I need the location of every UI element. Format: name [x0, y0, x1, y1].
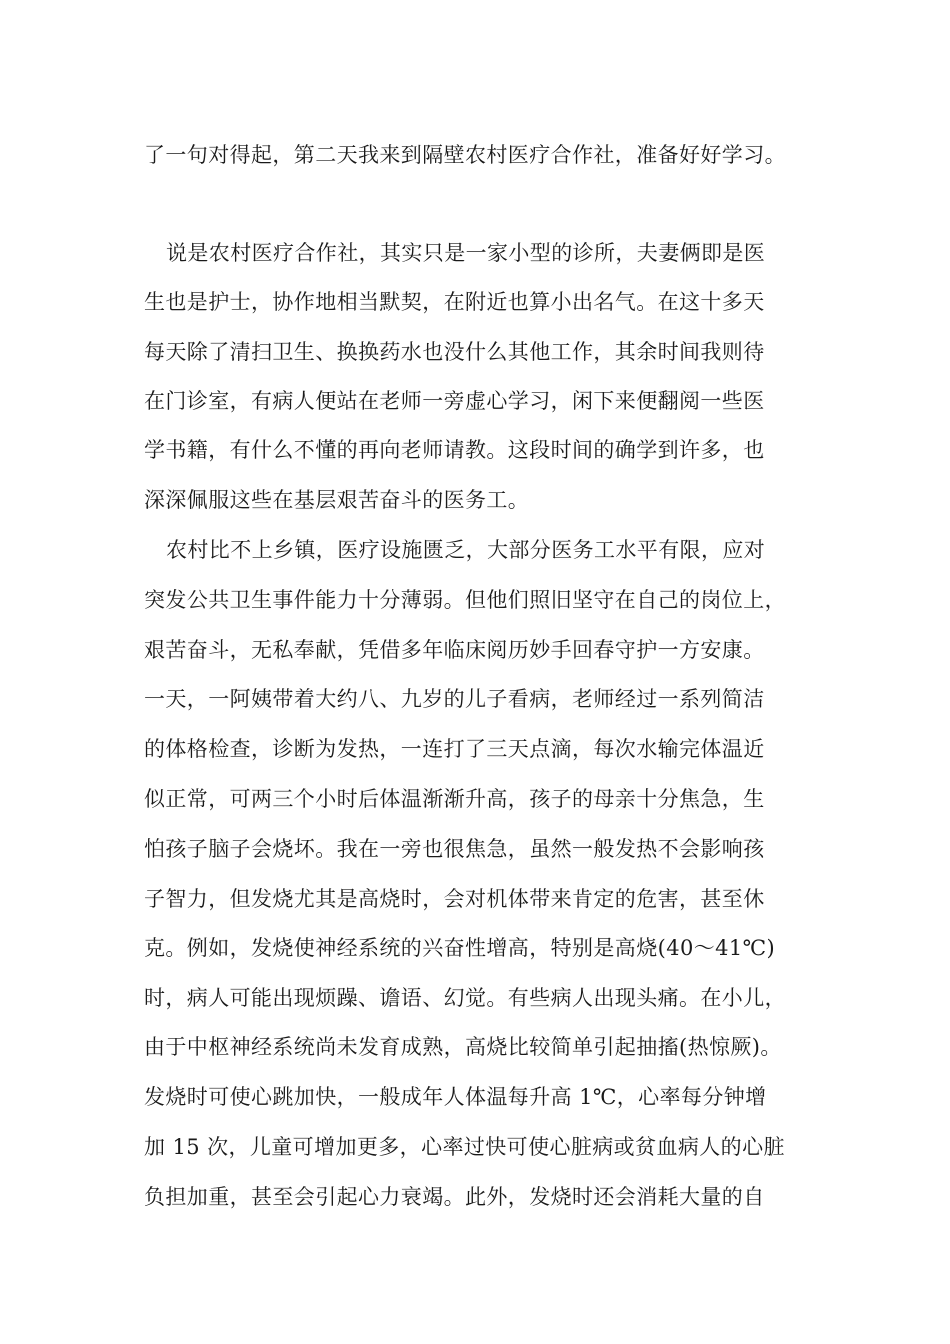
text-line: 深深佩服这些在基层艰苦奋斗的医务工。 — [144, 488, 530, 512]
text-line: 子智力，但发烧尤其是高烧时，会对机体带来肯定的危害，甚至休 — [144, 887, 765, 911]
text-line: 怕孩子脑子会烧坏。我在一旁也很焦急，虽然一般发热不会影响孩 — [144, 837, 765, 861]
text-line: 在门诊室，有病人便站在老师一旁虚心学习，闲下来便翻阅一些医 — [144, 389, 765, 413]
text-line: 说是农村医疗合作社，其实只是一家小型的诊所，夫妻俩即是医 — [166, 241, 766, 265]
text-line: 艰苦奋斗，无私奉献，凭借多年临床阅历妙手回春守护一方安康。 — [144, 638, 765, 662]
text-line: 学书籍，有什么不懂的再向老师请教。这段时间的确学到许多，也 — [144, 438, 765, 462]
text-line: 由于中枢神经系统尚未发育成熟，高烧比较简单引起抽搐(热惊厥)。 — [144, 1035, 782, 1059]
text-line: 生也是护士，协作地相当默契，在附近也算小出名气。在这十多天 — [144, 290, 765, 314]
text-line: 负担加重，甚至会引起心力衰竭。此外，发烧时还会消耗大量的自 — [144, 1185, 765, 1209]
text-line: 克。例如，发烧使神经系统的兴奋性增高，特别是高烧(40～41℃) — [144, 936, 776, 960]
text-line: 每天除了清扫卫生、换换药水也没什么其他工作，其余时间我则待 — [144, 340, 765, 364]
text-line: 突发公共卫生事件能力十分薄弱。但他们照旧坚守在自己的岗位上， — [144, 588, 786, 612]
text-line: 加 15 次，儿童可增加更多，心率过快可使心脏病或贫血病人的心脏 — [144, 1135, 785, 1159]
text-line: 时，病人可能出现烦躁、谵语、幻觉。有些病人出现头痛。在小儿， — [144, 986, 786, 1010]
text-line: 的体格检查，诊断为发热，一连打了三天点滴，每次水输完体温近 — [144, 737, 765, 761]
text-line: 似正常，可两三个小时后体温渐渐升高，孩子的母亲十分焦急，生 — [144, 787, 765, 811]
text-line: 发烧时可使心跳加快，一般成年人体温每升高 1℃，心率每分钟增 — [144, 1085, 767, 1109]
text-line: 一天，一阿姨带着大约八、九岁的儿子看病，老师经过一系列简洁 — [144, 687, 765, 711]
text-line: 农村比不上乡镇，医疗设施匮乏，大部分医务工水平有限，应对 — [166, 538, 766, 562]
text-line: 了一句对得起，第二天我来到隔壁农村医疗合作社，准备好好学习。 — [144, 143, 786, 167]
